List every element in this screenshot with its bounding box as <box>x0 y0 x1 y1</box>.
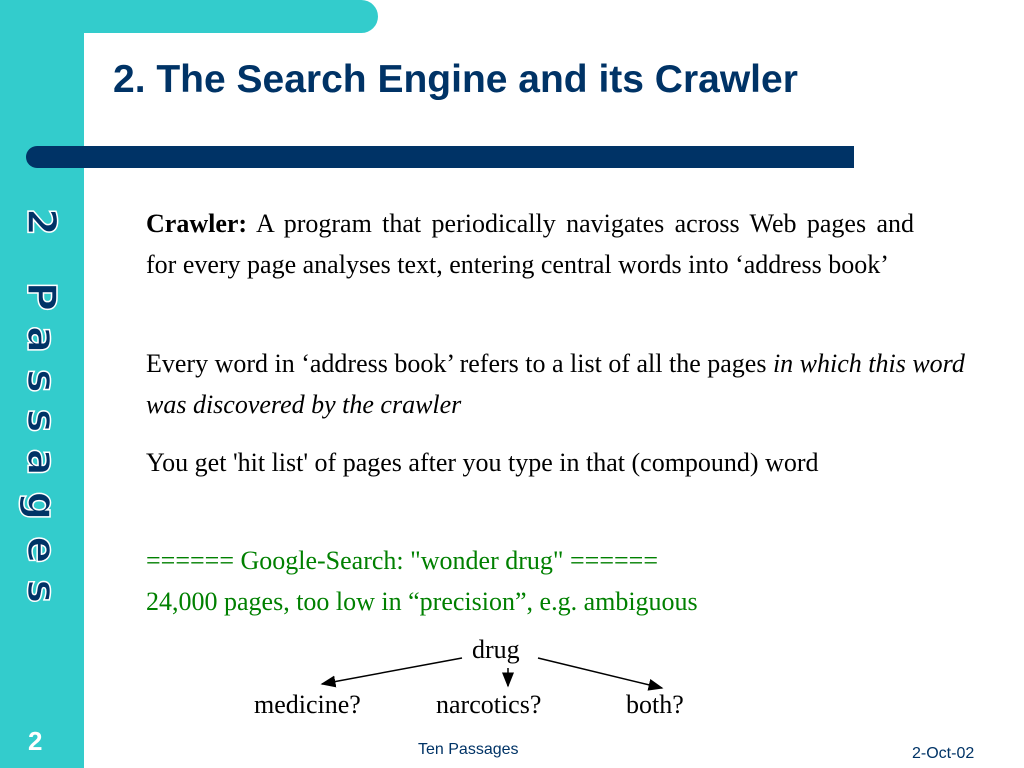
address-book-italic: in which this word was discovered by the crawler <box>146 349 965 419</box>
slide-number: 2 <box>28 726 43 756</box>
footer-date: 2-Oct-02 <box>912 745 975 762</box>
arrow-to-medicine <box>322 658 462 684</box>
diagram-option-both: both? <box>626 690 684 719</box>
slide-title: 2. The Search Engine and its Crawler <box>113 58 798 101</box>
crawler-term: Crawler: <box>146 209 248 238</box>
diagram-option-narcotics: narcotics? <box>436 690 542 719</box>
footer-presentation-title: Ten Passages <box>418 741 519 758</box>
diagram-option-medicine: medicine? <box>254 690 361 719</box>
diagram-root-drug: drug <box>472 635 520 664</box>
title-underline-bar <box>26 146 854 168</box>
svg-text:2 Passages: 2 Passages <box>18 208 64 620</box>
google-search-example <box>146 540 926 622</box>
google-search-result: 24,000 pages, too low in “precision”, e.g. ambiguous <box>146 587 698 616</box>
arrow-to-both <box>538 658 662 688</box>
top-decor-band <box>0 0 378 33</box>
crawler-description: A program that periodically navigates across Web pages and for every page analyses text, entering central words into ‘address book’ <box>146 209 914 279</box>
vertical-slide-title <box>6 198 78 668</box>
address-book-text: Every word in ‘address book’ refers to a list of all the pages <box>146 349 773 378</box>
google-search-query: ====== Google-Search: "wonder drug" ====== <box>146 546 658 575</box>
hit-list-paragraph: You get 'hit list' of pages after you type in that (compound) word <box>146 448 819 477</box>
address-book-paragraph <box>146 343 966 425</box>
crawler-definition <box>146 203 914 285</box>
